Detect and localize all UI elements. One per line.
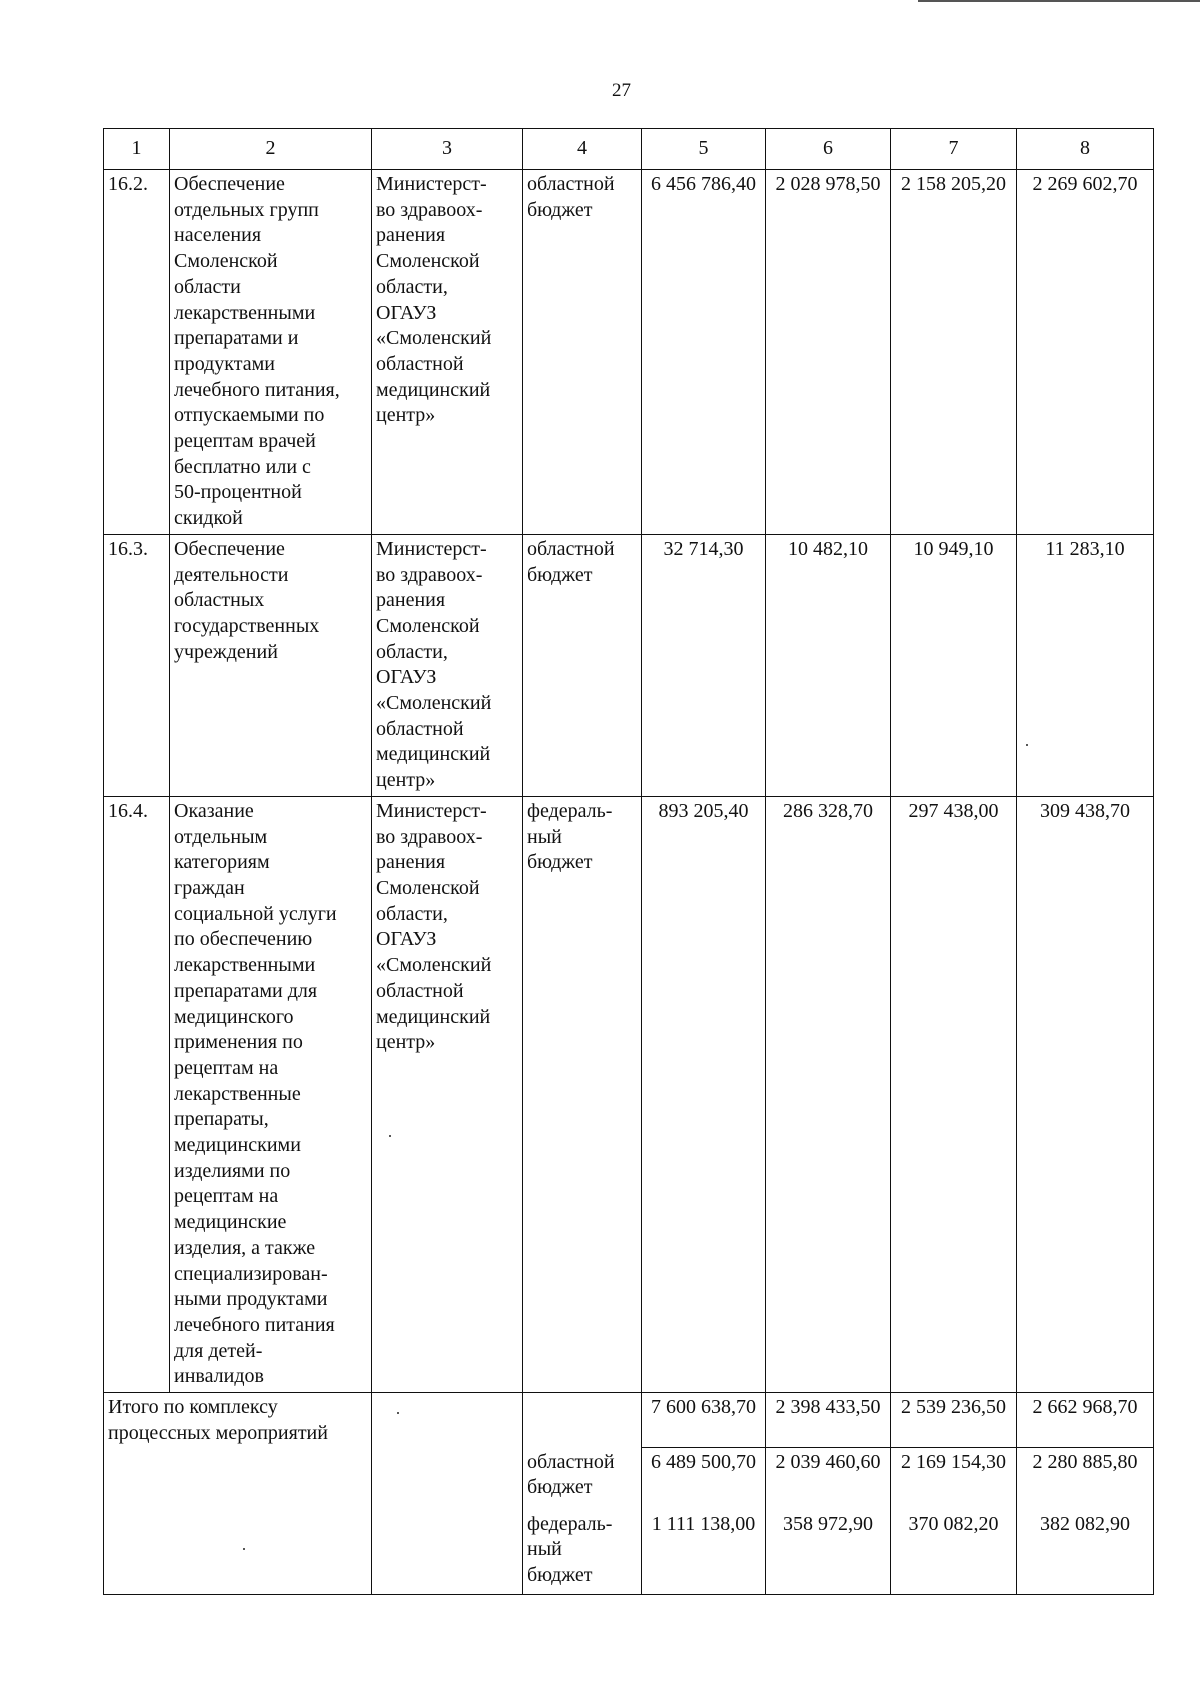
funding-source: областной бюджет (523, 170, 642, 535)
scan-speck (389, 1135, 391, 1137)
column-number: 1 (104, 129, 170, 170)
amount-total: 6 456 786,40 (642, 170, 766, 535)
summary-federal-year-1: 358 972,90 (766, 1510, 891, 1595)
summary-regional-year-2: 2 169 154,30 (891, 1448, 1017, 1510)
amount-year-1: 2 028 978,50 (766, 170, 891, 535)
amount-year-2: 297 438,00 (891, 796, 1017, 1392)
column-number: 6 (766, 129, 891, 170)
summary-federal-year-2: 370 082,20 (891, 1510, 1017, 1595)
amount-year-1: 286 328,70 (766, 796, 891, 1392)
column-number: 7 (891, 129, 1017, 170)
summary-label: Итого по комплексу процессных мероприятий (104, 1393, 372, 1595)
amount-year-1: 10 482,10 (766, 534, 891, 796)
scan-speck (243, 1548, 245, 1550)
measure-name: Обеспечение деятельности областных государственных учреждений (170, 534, 372, 796)
funding-source: областной бюджет (523, 534, 642, 796)
row-id: 16.4. (104, 796, 170, 1392)
summary-row-total (104, 1393, 1154, 1448)
amount-total: 893 205,40 (642, 796, 766, 1392)
summary-regional-year-1: 2 039 460,60 (766, 1448, 891, 1510)
funding-source: федераль- ный бюджет (523, 796, 642, 1392)
scan-edge-line (918, 0, 1200, 2)
column-number: 2 (170, 129, 372, 170)
executor: Министерст- во здравоох- ранения Смоленской области, ОГАУЗ «Смоленский областной медицинский центр» (372, 534, 523, 796)
summary-amount-year-1: 2 398 433,50 (766, 1393, 891, 1448)
budget-table (103, 128, 1154, 1595)
amount-year-2: 2 158 205,20 (891, 170, 1017, 535)
column-number: 3 (372, 129, 523, 170)
table-row (104, 796, 1154, 1392)
measure-name: Оказание отдельным категориям граждан социальной услуги по обеспечению лекарственными препаратами для медицинского применения по рецептам на лекарственные препараты, медицинскими изделиями по рецептам на медицинские изделия, а также специализирован- ными продуктами лечебного питания для детей- инвалидов (170, 796, 372, 1392)
column-number: 5 (642, 129, 766, 170)
column-number: 8 (1017, 129, 1154, 170)
measure-name: Обеспечение отдельных групп населения Смоленской области лекарственными препаратами и продуктами лечебного питания, отпускаемыми по рецептам врачей бесплатно или с 50-процентной скидкой (170, 170, 372, 535)
summary-federal-year-3: 382 082,90 (1017, 1510, 1154, 1595)
amount-total: 32 714,30 (642, 534, 766, 796)
column-number: 4 (523, 129, 642, 170)
row-id: 16.3. (104, 534, 170, 796)
amount-year-2: 10 949,10 (891, 534, 1017, 796)
scan-speck (397, 1412, 399, 1414)
summary-regional-total: 6 489 500,70 (642, 1448, 766, 1510)
amount-year-3: 2 269 602,70 (1017, 170, 1154, 535)
column-number-row (104, 129, 1154, 170)
summary-source-federal: федераль- ный бюджет (523, 1510, 642, 1595)
amount-year-3: 309 438,70 (1017, 796, 1154, 1392)
summary-federal-total: 1 111 138,00 (642, 1510, 766, 1595)
row-id: 16.2. (104, 170, 170, 535)
summary-source-regional: областной бюджет (523, 1448, 642, 1510)
table-row (104, 170, 1154, 535)
summary-source-empty (523, 1393, 642, 1448)
summary-amount-year-2: 2 539 236,50 (891, 1393, 1017, 1448)
amount-year-3: 11 283,10 (1017, 534, 1154, 796)
table-row (104, 534, 1154, 796)
executor: Министерст- во здравоох- ранения Смоленской области, ОГАУЗ «Смоленский областной медицинский центр» (372, 796, 523, 1392)
executor: Министерст- во здравоох- ранения Смоленской области, ОГАУЗ «Смоленский областной медицинский центр» (372, 170, 523, 535)
summary-executor-empty (372, 1393, 523, 1595)
scan-speck (1026, 744, 1028, 746)
summary-amount-year-3: 2 662 968,70 (1017, 1393, 1154, 1448)
summary-regional-year-3: 2 280 885,80 (1017, 1448, 1154, 1510)
page-number: 27 (612, 80, 631, 101)
summary-amount-total: 7 600 638,70 (642, 1393, 766, 1448)
